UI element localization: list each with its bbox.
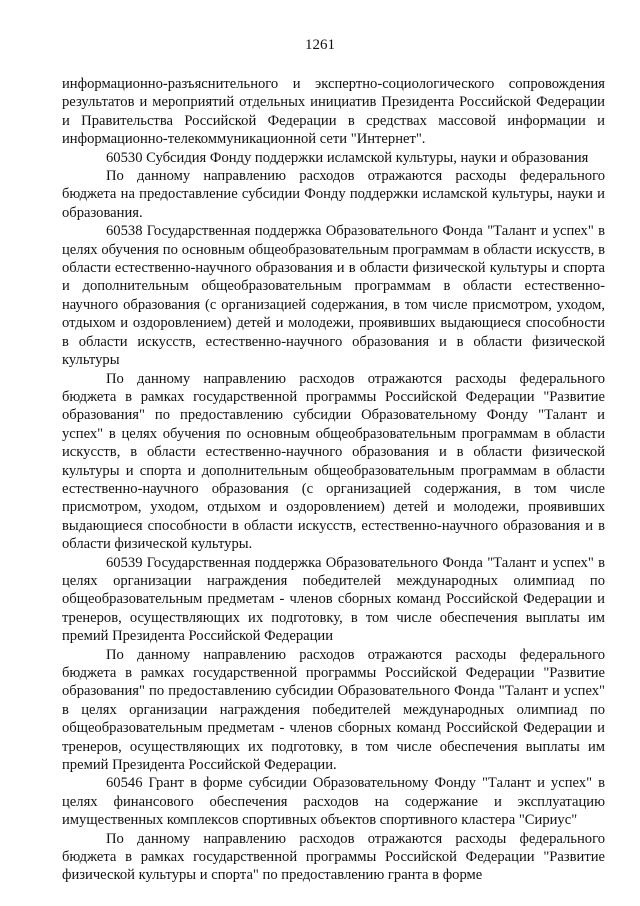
section-heading-60530: 60530 Субсидия Фонду поддержки исламской культуры, науки и образования bbox=[106, 149, 589, 166]
paragraph-60530-description: По данному направлению расходов отражаются расходы федерального бюджета на предоставление субсидии Фонду поддержки исламской культуры, науки и образования. bbox=[62, 168, 605, 221]
document-body bbox=[62, 75, 605, 885]
paragraph-60538-description: По данному направлению расходов отражаются расходы федерального бюджета в рамках государственной программы Российской Федерации "Развитие образования" по предоставлению субсидии Образовательному Фонду "Талант и успех" в целях обучения по основным общеобразовательным программам в области искусств, в области естественно-научного образования и в области физической культуры и спорта и дополнительным общеобразовательным программам в области естественно-научного образования (с организацией содержания, в том числе присмотром, уходом, отдыхом и оздоровлением) детей и молодежи, проявивших выдающиеся способности в области искусств, естественно-научного образования и в области физической культуры. bbox=[62, 370, 605, 553]
paragraph-continuation: информационно-разъяснительного и экспертно-социологического сопровождения результатов и мероприятий отдельных инициатив Президента Российской Федерации и Правительства Российской Федерации в средствах массовой информации и информационно-телекоммуникационной сети "Интернет". bbox=[62, 76, 605, 148]
paragraph-60539-description: По данному направлению расходов отражаются расходы федерального бюджета в рамках государственной программы Российской Федерации "Развитие образования" по предоставлению субсидии Образовательного Фонда "Талант и успех" в целях организации награждения победителей международных олимпиад по общеобразовательным предметам - членов сборных команд Российской Федерации и тренеров, осуществляющих их подготовку, в том числе обеспечения выплаты им премий Президента Российской Федерации. bbox=[62, 646, 605, 774]
paragraph-60546-description: По данному направлению расходов отражаются расходы федерального бюджета в рамках государственной программы Российской Федерации "Развитие физической культуры и спорта" по предоставлению гранта в форме bbox=[62, 830, 605, 884]
page-number: 1261 bbox=[305, 37, 335, 53]
section-heading-60539: 60539 Государственная поддержка Образовательного Фонда "Талант и успех" в целях организации награждения победителей международных олимпиад по общеобразовательным предметам - членов сборных команд Российской Федерации и тренеров, осуществляющих их подготовку, в том числе обеспечения выплаты им премий Президента Российской Федерации bbox=[62, 554, 605, 645]
section-heading-60546: 60546 Грант в форме субсидии Образовательному Фонду "Талант и успех" в целях финансового обеспечения расходов на содержание и эксплуатацию имущественных комплексов спортивных объектов спортивного кластера "Сириус" bbox=[62, 775, 605, 829]
section-heading-60538: 60538 Государственная поддержка Образовательного Фонда "Талант и успех" в целях обучения по основным общеобразовательным программам в области искусств, в области естественно-научного образования и в области физической культуры и спорта и дополнительным общеобразовательным программам в области естественно-научного образования (с организацией содержания, в том числе присмотром, уходом, отдыхом и оздоровлением) детей и молодежи, проявивших выдающиеся способности в области искусств, естественно-научного образования и в области физической культуры bbox=[62, 223, 605, 369]
